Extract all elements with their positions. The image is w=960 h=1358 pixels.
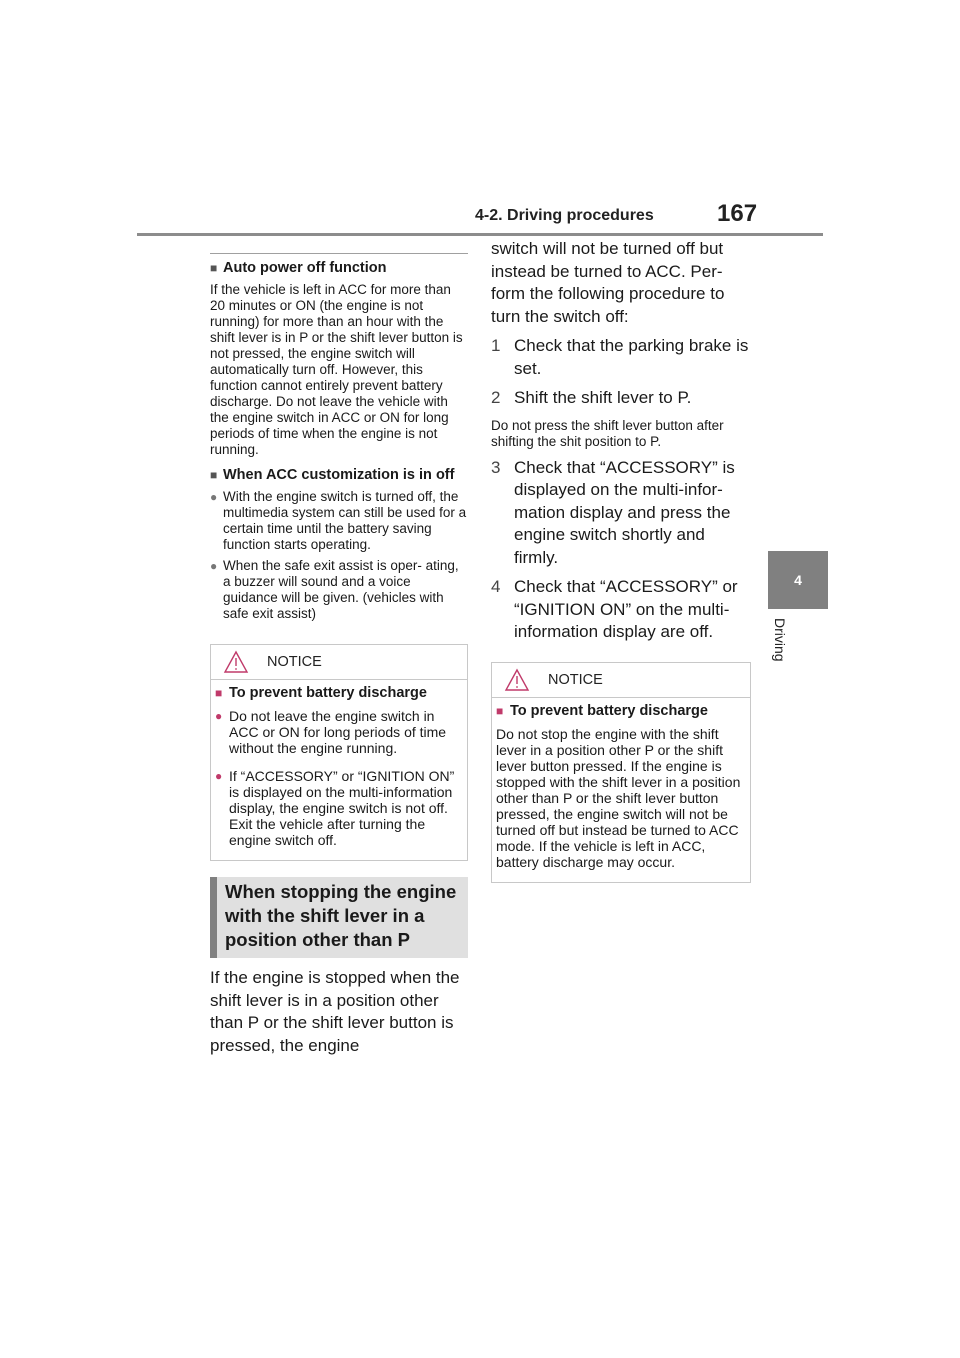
circle-bullet-icon: ● <box>215 709 223 723</box>
notice-body: Do not stop the engine with the shift lever in a position other P or the shift lever button pressed. If the engine is stopped with the shift lever in a position other than P or the shift lever button pressed, the engine switch will not be turned off but instead be turned to ACC mode. If the vehicle is left in ACC, battery discharge may occur. <box>496 725 741 870</box>
step-number: 3 <box>491 457 501 477</box>
circle-bullet-icon: ● <box>210 490 218 504</box>
step-item: 4 Check that “ACCESSORY” or “IGNITION ON” on the multi-information display are off. <box>491 576 751 644</box>
section-divider <box>210 253 468 254</box>
notice-box <box>210 644 468 861</box>
auto-power-off-heading: ■ Auto power off function <box>210 260 387 276</box>
chapter-label: Driving <box>772 618 788 662</box>
page-number: 167 <box>717 200 758 227</box>
auto-power-off-body: If the vehicle is left in ACC for more than 20 minutes or ON (the engine is not running) for more than an hour with the shift lever is in P or the shift lever button is not pressed, the engine switch will automatically turn off. However, this function cannot entirely prevent battery discharge. Do not leave the vehicle with the engine switch in ACC or ON for long periods of time when the engine is not running. <box>210 282 463 457</box>
warning-triangle-icon <box>504 668 530 692</box>
step-item: 3 Check that “ACCESSORY” is displayed on the multi-infor- mation display and press the engine switch shortly and firmly. <box>491 457 751 570</box>
list-item: ● When the safe exit assist is oper- ating, a buzzer will sound and a voice guidance will be given. (vehicles with safe exit assist) <box>210 558 459 621</box>
notice-label: NOTICE <box>267 654 322 670</box>
square-bullet-icon: ■ <box>496 703 504 718</box>
square-bullet-icon: ■ <box>210 468 218 482</box>
notice-box <box>491 662 751 883</box>
list-item: ● With the engine switch is turned off, the multimedia system can still be used for a certain time until the battery saving function starts operating. <box>210 489 467 552</box>
header-divider <box>137 233 823 236</box>
circle-bullet-icon: ● <box>215 769 223 783</box>
left-column <box>210 253 468 1057</box>
intro-paragraph-end: switch will not be turned off but instead be turned to ACC. Per- form the following procedure to turn the switch off: <box>491 239 725 326</box>
step-item: 2 Shift the shift lever to P. <box>491 387 751 410</box>
step-number: 2 <box>491 388 501 407</box>
notice-heading: ■ To prevent battery discharge <box>215 685 427 701</box>
square-bullet-icon: ■ <box>210 261 218 275</box>
step-number: 4 <box>491 577 501 596</box>
notice-heading: ■ To prevent battery discharge <box>496 702 708 719</box>
circle-bullet-icon: ● <box>210 559 218 573</box>
intro-paragraph-start: If the engine is stopped when the shift lever is in a position other than P or the shift lever button is pressed, the engine <box>210 968 460 1055</box>
list-item: ● If “ACCESSORY” or “IGNITION ON” is displayed on the multi-information display, the engine switch is not off. Exit the vehicle after turning the engine switch off. <box>215 768 455 848</box>
step-number: 1 <box>491 336 501 355</box>
acc-customization-heading: ■ When ACC customization is in off <box>210 467 455 483</box>
chapter-tab: 4 <box>768 551 828 609</box>
step-item: 1 Check that the parking brake is set. <box>491 335 751 380</box>
square-bullet-icon: ■ <box>215 686 223 700</box>
warning-triangle-icon <box>223 650 249 674</box>
notice-header <box>211 645 467 680</box>
notice-header <box>492 663 750 698</box>
section-title: 4-2. Driving procedures <box>475 207 654 224</box>
right-column <box>491 238 751 883</box>
notice-label: NOTICE <box>548 671 603 688</box>
list-item: ● Do not leave the engine switch in ACC or ON for long periods of time without the engine running. <box>215 708 447 756</box>
step-note: Do not press the shift lever button after shifting the shit position to P. <box>491 417 724 449</box>
section-heading: When stopping the engine with the shift lever in a position other than P <box>210 877 468 958</box>
